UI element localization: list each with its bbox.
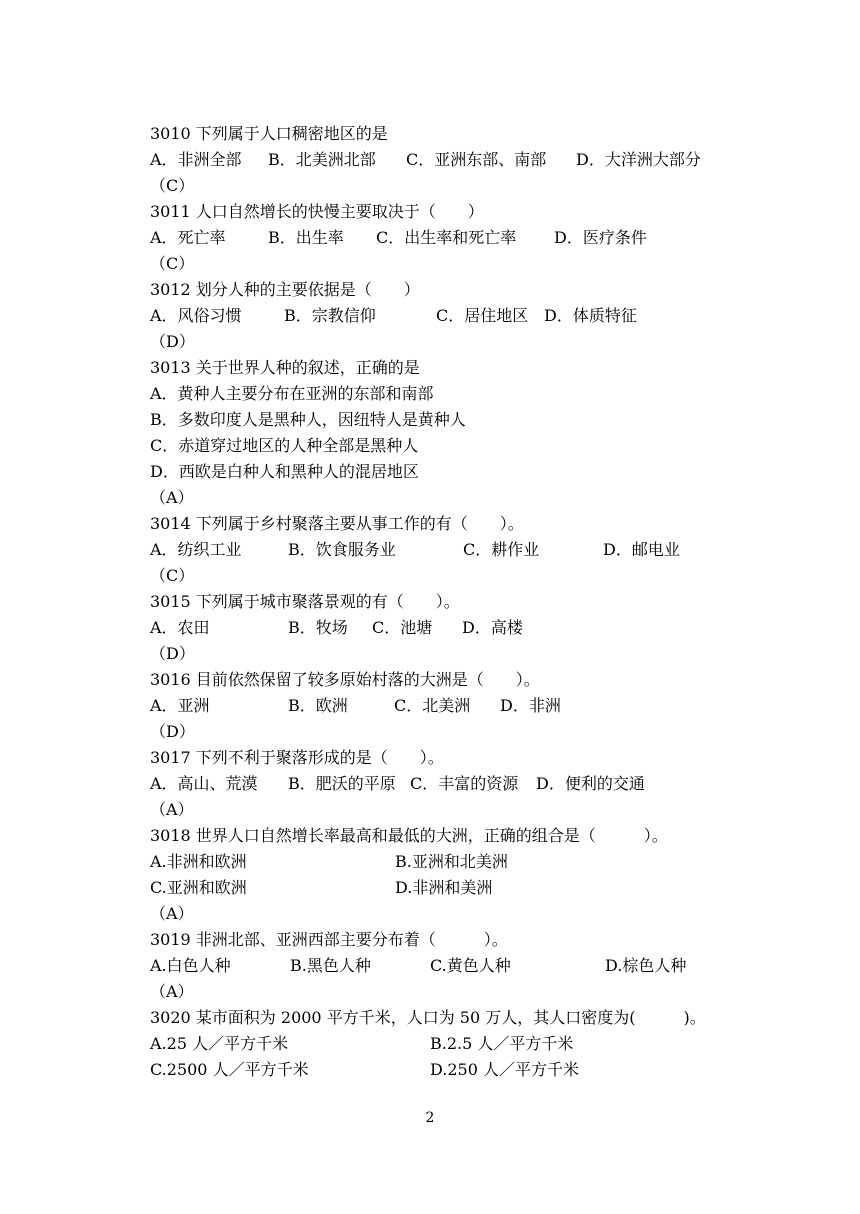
option: A．亚洲 bbox=[150, 696, 210, 715]
option: A．黄种人主要分布在亚洲的东部和南部 bbox=[150, 384, 434, 403]
question-stem: 3015 下列属于城市聚落景观的有（ ）。 bbox=[150, 592, 460, 611]
option: D．便利的交通 bbox=[536, 774, 645, 793]
option: C．北美洲 bbox=[394, 696, 471, 715]
option: D．医疗条件 bbox=[554, 228, 647, 247]
option: B．欧洲 bbox=[288, 696, 348, 715]
answer: （D） bbox=[150, 722, 195, 741]
question-stem: 3010 下列属于人口稠密地区的是 bbox=[150, 124, 388, 143]
option: C.2500 人／平方千米 bbox=[150, 1060, 309, 1079]
option: D．高楼 bbox=[462, 618, 523, 637]
option: B．出生率 bbox=[268, 228, 344, 247]
option: C．丰富的资源 bbox=[410, 774, 519, 793]
option: A．死亡率 bbox=[150, 228, 226, 247]
option: C．出生率和死亡率 bbox=[376, 228, 517, 247]
answer: （D） bbox=[150, 644, 195, 663]
question-list bbox=[150, 121, 730, 1083]
option-row bbox=[150, 771, 730, 797]
option: B．牧场 bbox=[288, 618, 348, 637]
question-stem: 3014 下列属于乡村聚落主要从事工作的有（ ）。 bbox=[150, 514, 524, 533]
option: D．非洲 bbox=[500, 696, 561, 715]
option: A.25 人／平方千米 bbox=[150, 1034, 289, 1053]
option-row bbox=[150, 147, 730, 173]
option: B．北美洲北部 bbox=[268, 150, 376, 169]
option: C．亚洲东部、南部 bbox=[406, 150, 547, 169]
option: A.非洲和欧洲 bbox=[150, 852, 247, 871]
answer: （A） bbox=[150, 904, 194, 923]
option: D.250 人／平方千米 bbox=[430, 1060, 579, 1079]
option: B．宗教信仰 bbox=[284, 306, 376, 325]
page-number: 2 bbox=[425, 1110, 435, 1126]
option-row bbox=[150, 1031, 730, 1057]
option: C．耕作业 bbox=[463, 540, 540, 559]
option: C．赤道穿过地区的人种全部是黑种人 bbox=[150, 436, 419, 455]
option: B．肥沃的平原 bbox=[288, 774, 396, 793]
option-row bbox=[150, 537, 730, 563]
option: D．西欧是白种人和黑种人的混居地区 bbox=[150, 462, 419, 481]
answer: （C） bbox=[150, 254, 195, 273]
option-row bbox=[150, 875, 730, 901]
option: A.白色人种 bbox=[150, 956, 231, 975]
option: D.棕色人种 bbox=[605, 956, 687, 975]
question-stem: 3019 非洲北部、亚洲西部主要分布着（ ）。 bbox=[150, 930, 508, 949]
option-row bbox=[150, 225, 730, 251]
question-stem: 3017 下列不利于聚落形成的是（ ）。 bbox=[150, 748, 444, 767]
option-row bbox=[150, 615, 730, 641]
question-stem: 3011 人口自然增长的快慢主要取决于（ ） bbox=[150, 202, 484, 221]
option: C.亚洲和欧洲 bbox=[150, 878, 247, 897]
answer: （C） bbox=[150, 176, 195, 195]
option-row bbox=[150, 849, 730, 875]
option: C．居住地区 bbox=[436, 306, 529, 325]
option: D．体质特征 bbox=[544, 306, 637, 325]
answer: （A） bbox=[150, 488, 194, 507]
answer: （C） bbox=[150, 566, 195, 585]
option: B．多数印度人是黑种人，因纽特人是黄种人 bbox=[150, 410, 466, 429]
question-stem: 3020 某市面积为 2000 平方千米，人口为 50 万人，其人口密度为( )。 bbox=[150, 1008, 706, 1027]
answer: （A） bbox=[150, 800, 194, 819]
option-row bbox=[150, 953, 730, 979]
option: C.黄色人种 bbox=[430, 956, 511, 975]
question-stem: 3012 划分人种的主要依据是（ ） bbox=[150, 280, 420, 299]
question-stem: 3016 目前依然保留了较多原始村落的大洲是（ ）。 bbox=[150, 670, 540, 689]
option: A．纺织工业 bbox=[150, 540, 242, 559]
option-row bbox=[150, 303, 730, 329]
option-row bbox=[150, 693, 730, 719]
option: A．高山、荒漠 bbox=[150, 774, 258, 793]
answer: （A） bbox=[150, 982, 194, 1001]
option: A．非洲全部 bbox=[150, 150, 242, 169]
option: D．大洋洲大部分 bbox=[576, 150, 701, 169]
option: B.亚洲和北美洲 bbox=[395, 852, 508, 871]
option: D．邮电业 bbox=[603, 540, 680, 559]
question-stem: 3013 关于世界人种的叙述，正确的是 bbox=[150, 358, 420, 377]
option: B.黑色人种 bbox=[290, 956, 371, 975]
option: A．农田 bbox=[150, 618, 210, 637]
question-stem: 3018 世界人口自然增长率最高和最低的大洲，正确的组合是（ ）。 bbox=[150, 826, 668, 845]
option: B.2.5 人／平方千米 bbox=[430, 1034, 574, 1053]
answer: （D） bbox=[150, 332, 195, 351]
option: D.非洲和美洲 bbox=[395, 878, 493, 897]
option: C．池塘 bbox=[372, 618, 433, 637]
option: B．饮食服务业 bbox=[288, 540, 396, 559]
option: A．风俗习惯 bbox=[150, 306, 242, 325]
option-row bbox=[150, 1057, 730, 1083]
